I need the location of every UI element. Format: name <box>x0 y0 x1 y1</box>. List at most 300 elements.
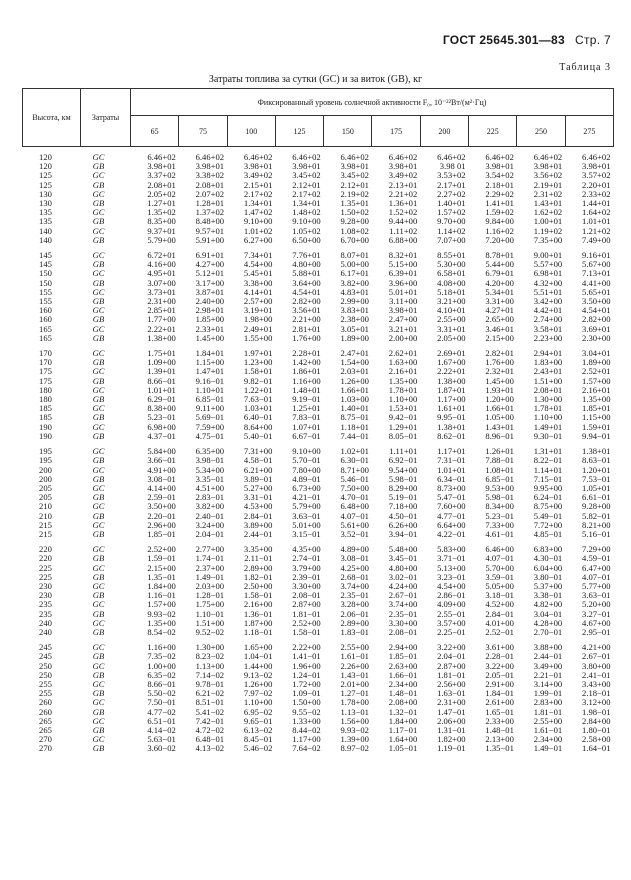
value-cell: 2.35−01 <box>388 608 418 619</box>
value-cell: 3.83+01 <box>340 305 369 316</box>
value-cell: 5.91+00 <box>195 234 225 245</box>
value-cell: 6.46+00 <box>485 544 514 555</box>
value-cell: 2.19+01 <box>533 179 563 190</box>
value-cell: 2.87+00 <box>437 660 466 671</box>
value-cell: 3.04−01 <box>533 608 563 619</box>
value-cell: 1.13−01 <box>340 706 369 717</box>
value-cell: 1.78+01 <box>388 384 418 395</box>
altitude-cell: 170 <box>39 348 52 359</box>
value-cell: 7.29+00 <box>582 544 611 555</box>
standard-code: ГОСТ 25645.301—83 <box>442 33 566 47</box>
value-cell: 2.25−01 <box>437 626 466 637</box>
altitude-cell: 200 <box>39 473 52 484</box>
value-cell: 9.52−02 <box>195 626 225 637</box>
value-cell: 2.37+00 <box>195 562 225 573</box>
value-cell: 1.26+00 <box>340 375 369 386</box>
cost-type-cell: GC <box>92 734 105 745</box>
value-cell: 2.34+00 <box>388 678 418 689</box>
value-cell: 2.35−01 <box>340 590 369 601</box>
cost-type-cell: GB <box>92 179 105 190</box>
table-row <box>23 334 614 343</box>
value-cell: 3.52−01 <box>340 528 369 539</box>
value-cell: 4.59−01 <box>582 553 611 564</box>
cost-type-cell: GC <box>92 660 105 671</box>
value-cell: 3.71−01 <box>437 553 466 564</box>
value-cell: 5.79+00 <box>292 501 321 512</box>
cost-type-cell: GB <box>92 234 105 245</box>
value-cell: 1.59−01 <box>147 553 176 564</box>
value-cell: 1.85+01 <box>582 403 611 414</box>
value-cell: 2.12+01 <box>292 179 321 190</box>
value-cell: 5.34+01 <box>485 286 514 297</box>
value-cell: 3.08−01 <box>340 553 369 564</box>
value-cell: 6.46+02 <box>195 152 225 162</box>
value-cell: 1.84+00 <box>388 715 418 726</box>
value-cell: 5.65+01 <box>582 286 611 297</box>
cost-type-cell: GC <box>92 268 105 279</box>
value-cell: 2.84−01 <box>243 510 273 521</box>
value-cell: 3.31+00 <box>485 296 514 307</box>
value-cell: 3.50+00 <box>582 296 611 307</box>
cost-type-cell: GB <box>92 669 105 680</box>
value-cell: 1.20+00 <box>485 394 514 405</box>
altitude-cell: 145 <box>39 259 52 270</box>
value-cell: 5.70−01 <box>292 455 321 466</box>
value-cell: 2.41−01 <box>582 669 611 680</box>
value-cell: 5.16−01 <box>582 528 611 539</box>
value-cell: 2.20+01 <box>582 179 611 190</box>
value-cell: 2.06−01 <box>340 608 369 619</box>
value-cell: 2.15+00 <box>147 562 176 573</box>
value-cell: 2.67−01 <box>582 651 611 662</box>
value-cell: 3.98 01 <box>439 161 466 172</box>
value-cell: 1.14+02 <box>437 225 466 236</box>
value-cell: 9.78−01 <box>195 678 225 689</box>
value-cell: 3.45+02 <box>340 170 369 181</box>
value-cell: 2.43+01 <box>533 366 563 377</box>
value-cell: 1.24−01 <box>292 669 321 680</box>
value-cell: 6.24−01 <box>533 492 563 503</box>
value-cell: 8.45−01 <box>243 734 273 745</box>
value-cell: 6.21+00 <box>243 464 273 475</box>
value-cell: 4.89+00 <box>340 544 369 555</box>
altitude-cell: 165 <box>39 332 52 343</box>
altitude-cell: 250 <box>39 669 52 680</box>
value-cell: 6.88+00 <box>388 234 418 245</box>
value-cell: 4.89−01 <box>292 473 321 484</box>
altitude-cell: 220 <box>39 553 52 564</box>
value-cell: 5.88+01 <box>292 268 321 279</box>
value-cell: 1.38+00 <box>437 375 466 386</box>
altitude-cell: 230 <box>39 580 52 591</box>
cost-type-cell: GB <box>92 724 105 735</box>
value-cell: 4.27+00 <box>195 259 225 270</box>
value-cell: 1.23+00 <box>243 357 273 368</box>
value-cell: 1.64−01 <box>582 743 611 754</box>
value-cell: 1.74−01 <box>195 553 225 564</box>
value-cell: 1.09+00 <box>147 357 176 368</box>
value-cell: 1.93+01 <box>485 384 514 395</box>
value-cell: 6.29−01 <box>147 394 176 405</box>
altitude-cell: 175 <box>39 366 52 377</box>
value-cell: 1.47−01 <box>437 706 466 717</box>
cost-type-cell: GB <box>92 706 105 717</box>
value-cell: 1.34+01 <box>292 198 321 209</box>
value-cell: 5.01+00 <box>292 519 321 530</box>
value-cell: 1.08+02 <box>340 225 369 236</box>
value-cell: 4.72−02 <box>195 724 225 735</box>
value-cell: 5.98−01 <box>388 473 418 484</box>
value-cell: 1.61−01 <box>533 724 563 735</box>
cost-type-cell: GC <box>92 519 105 530</box>
altitude-cell: 230 <box>39 590 52 601</box>
cost-type-cell: GC <box>92 562 105 573</box>
value-cell: 3.17+00 <box>195 277 225 288</box>
altitude-cell: 135 <box>39 216 52 227</box>
value-cell: 4.22−01 <box>437 528 466 539</box>
value-cell: 2.19+02 <box>340 188 369 199</box>
value-cell: 5.41−02 <box>195 706 225 717</box>
value-cell: 3.14+00 <box>533 678 563 689</box>
value-cell: 2.23+00 <box>533 332 563 343</box>
value-cell: 7.07+00 <box>437 234 466 245</box>
value-cell: 5.19−01 <box>388 492 418 503</box>
value-cell: 7.63−01 <box>243 394 273 405</box>
value-cell: 2.18+01 <box>485 179 514 190</box>
value-cell: 4.41+00 <box>582 277 611 288</box>
cost-type-cell: GC <box>92 715 105 726</box>
value-cell: 1.00+00 <box>147 660 176 671</box>
value-cell: 3.24+00 <box>195 519 225 530</box>
value-cell: 2.12+01 <box>340 179 369 190</box>
value-cell: 9.37+01 <box>147 225 176 236</box>
value-cell: 2.82+01 <box>485 348 514 359</box>
table-row <box>23 628 614 637</box>
value-cell: 9.95−01 <box>437 412 466 423</box>
value-cell: 6.35−02 <box>147 669 176 680</box>
value-cell: 6.51−01 <box>147 715 176 726</box>
value-cell: 6.48+00 <box>340 501 369 512</box>
page-header <box>443 33 611 47</box>
value-cell: 2.01+00 <box>340 678 369 689</box>
value-cell: 1.48+01 <box>292 384 321 395</box>
altitude-cell: 150 <box>39 277 52 288</box>
value-cell: 1.17+00 <box>437 394 466 405</box>
value-cell: 2.69+01 <box>437 348 466 359</box>
cost-type-cell: GB <box>92 277 105 288</box>
value-cell: 1.45+00 <box>485 375 514 386</box>
value-cell: 2.56+00 <box>437 678 466 689</box>
value-cell: 5.67+00 <box>582 259 611 270</box>
value-cell: 2.82+00 <box>292 296 321 307</box>
value-cell: 2.30+00 <box>582 332 611 343</box>
value-cell: 3.42+00 <box>533 296 563 307</box>
altitude-cell: 270 <box>39 743 52 754</box>
value-cell: 1.87+00 <box>243 617 273 628</box>
value-cell: 6.67−01 <box>292 430 321 441</box>
value-cell: 3.63−01 <box>582 590 611 601</box>
cost-type-cell: GB <box>92 590 105 601</box>
altitude-cell: 260 <box>39 706 52 717</box>
value-cell: 4.10+01 <box>437 305 466 316</box>
value-cell: 4.32+00 <box>533 277 563 288</box>
value-cell: 8.22−01 <box>533 455 563 466</box>
fuel-cost-table <box>22 88 614 754</box>
value-cell: 4.14+00 <box>147 482 176 493</box>
value-cell: 2.18−01 <box>582 688 611 699</box>
value-cell: 1.01+01 <box>147 384 176 395</box>
value-cell: 1.21+02 <box>582 225 611 236</box>
cost-type-cell: GC <box>92 305 105 316</box>
value-cell: 2.28+01 <box>292 348 321 359</box>
value-cell: 6.35+00 <box>195 446 225 457</box>
altitude-cell: 125 <box>39 170 52 181</box>
value-cell: 4.08+00 <box>437 277 466 288</box>
altitude-cell: 250 <box>39 660 52 671</box>
value-cell: 7.49+00 <box>582 234 611 245</box>
value-cell: 2.63+00 <box>388 660 418 671</box>
value-cell: 4.54+01 <box>292 286 321 297</box>
value-cell: 5.70+00 <box>485 562 514 573</box>
value-cell: 6.70+00 <box>340 234 369 245</box>
value-cell: 4.14−02 <box>147 724 176 735</box>
cost-type-cell: GB <box>92 473 105 484</box>
value-cell: 1.38+01 <box>582 446 611 457</box>
value-cell: 9.28+00 <box>340 216 369 227</box>
cost-type-cell: GC <box>92 286 105 297</box>
value-cell: 3.04+01 <box>582 348 611 359</box>
value-cell: 9.57+01 <box>195 225 225 236</box>
value-cell: 1.10+00 <box>388 394 418 405</box>
altitude-cell: 225 <box>39 562 52 573</box>
value-cell: 3.08−01 <box>147 473 176 484</box>
cost-type-cell: GB <box>92 375 105 386</box>
value-cell: 1.37+02 <box>195 207 225 218</box>
value-cell: 1.20+01 <box>582 464 611 475</box>
value-cell: 3.96+00 <box>388 277 418 288</box>
value-cell: 1.52+02 <box>388 207 418 218</box>
value-cell: 6.92−01 <box>388 455 418 466</box>
value-cell: 2.21+02 <box>388 188 418 199</box>
cost-type-cell: GC <box>92 544 105 555</box>
value-cell: 1.64+02 <box>582 207 611 218</box>
value-cell: 6.17+01 <box>340 268 369 279</box>
value-cell: 5.57+00 <box>533 259 563 270</box>
value-cell: 3.21+00 <box>437 296 466 307</box>
value-cell: 4.91+00 <box>147 464 176 475</box>
value-cell: 1.84−01 <box>485 688 514 699</box>
cost-type-cell: GC <box>92 482 105 493</box>
cost-type-cell: GC <box>92 642 105 653</box>
value-cell: 1.85+00 <box>195 314 225 325</box>
cost-type-cell: GC <box>92 188 105 199</box>
altitude-cell: 155 <box>39 286 52 297</box>
value-cell: 2.34+00 <box>533 734 563 745</box>
value-cell: 1.28+01 <box>195 198 225 209</box>
value-cell: 1.31−01 <box>437 724 466 735</box>
value-cell: 7.13+01 <box>582 268 611 279</box>
value-cell: 3.98+01 <box>195 161 225 172</box>
value-cell: 2.55+00 <box>340 642 369 653</box>
value-cell: 1.38+00 <box>147 332 176 343</box>
value-cell: 3.63−01 <box>292 510 321 521</box>
value-cell: 2.20−01 <box>147 510 176 521</box>
altitude-cell: 270 <box>39 734 52 745</box>
value-cell: 6.13−02 <box>243 724 273 735</box>
value-cell: 8.62−01 <box>437 430 466 441</box>
value-cell: 1.47+02 <box>243 207 273 218</box>
value-cell: 2.94+00 <box>388 642 418 653</box>
value-cell: 7.14−02 <box>195 669 225 680</box>
value-cell: 5.77+00 <box>582 580 611 591</box>
value-cell: 1.28−01 <box>195 590 225 601</box>
value-cell: 2.99+00 <box>340 296 369 307</box>
value-cell: 1.56+00 <box>340 715 369 726</box>
value-cell: 3.98+01 <box>388 161 418 172</box>
value-cell: 1.85−01 <box>388 651 418 662</box>
value-cell: 1.27−01 <box>340 688 369 699</box>
value-cell: 2.00+00 <box>388 332 418 343</box>
value-cell: 2.86−01 <box>437 590 466 601</box>
value-cell: 5.63−01 <box>147 734 176 745</box>
value-cell: 2.32+01 <box>485 366 514 377</box>
value-cell: 1.13+00 <box>195 660 225 671</box>
value-cell: 2.08+01 <box>147 179 176 190</box>
value-cell: 1.18−01 <box>243 626 273 637</box>
value-cell: 6.26+00 <box>388 519 418 530</box>
value-cell: 7.72+00 <box>533 519 563 530</box>
value-cell: 1.40+01 <box>340 403 369 414</box>
value-cell: 3.82+00 <box>195 501 225 512</box>
value-cell: 3.54+02 <box>485 170 514 181</box>
value-cell: 2.85+01 <box>147 305 176 316</box>
value-cell: 7.53−01 <box>582 473 611 484</box>
value-cell: 3.30+00 <box>292 580 321 591</box>
value-cell: 2.82+00 <box>582 314 611 325</box>
value-cell: 1.76+00 <box>485 357 514 368</box>
value-cell: 2.15+00 <box>485 332 514 343</box>
value-cell: 2.94+01 <box>533 348 563 359</box>
value-cell: 2.21−01 <box>533 669 563 680</box>
value-cell: 3.35+00 <box>243 544 273 555</box>
value-cell: 1.48+02 <box>292 207 321 218</box>
value-cell: 2.57+00 <box>243 296 273 307</box>
value-cell: 3.64+00 <box>292 277 321 288</box>
value-cell: 1.58−01 <box>292 626 321 637</box>
level-header: 225 <box>469 116 517 147</box>
value-cell: 1.42+00 <box>292 357 321 368</box>
value-cell: 9.00+01 <box>533 250 563 261</box>
value-cell: 2.22+00 <box>292 642 321 653</box>
value-cell: 1.85−01 <box>147 528 176 539</box>
value-cell: 1.31+01 <box>533 446 563 457</box>
value-cell: 1.62+02 <box>533 207 563 218</box>
value-cell: 6.85−01 <box>195 394 225 405</box>
value-cell: 3.89−01 <box>243 473 273 484</box>
value-cell: 1.27+01 <box>147 198 176 209</box>
value-cell: 8.64+00 <box>243 421 273 432</box>
cost-type-cell: GB <box>92 492 105 503</box>
value-cell: 4.09+00 <box>437 599 466 610</box>
value-cell: 2.16+01 <box>388 366 418 377</box>
value-cell: 2.52−01 <box>485 626 514 637</box>
value-cell: 7.31+00 <box>243 446 273 457</box>
value-cell: 9.82−01 <box>243 375 273 386</box>
value-cell: 3.27−01 <box>582 608 611 619</box>
value-cell: 1.15+00 <box>582 412 611 423</box>
altitude-cell: 220 <box>39 544 52 555</box>
value-cell: 4.13−02 <box>195 743 225 754</box>
value-cell: 3.74+00 <box>388 599 418 610</box>
value-cell: 9.16−01 <box>195 375 225 386</box>
cost-type-cell: GC <box>92 421 105 432</box>
value-cell: 5.69−01 <box>195 412 225 423</box>
value-cell: 4.21+00 <box>582 642 611 653</box>
value-cell: 2.61+00 <box>485 697 514 708</box>
value-cell: 3.87+01 <box>195 286 225 297</box>
altitude-cell: 265 <box>39 715 52 726</box>
value-cell: 9.53+00 <box>485 482 514 493</box>
value-cell: 2.40−01 <box>195 510 225 521</box>
value-cell: 2.31+00 <box>147 296 176 307</box>
value-cell: 2.58+00 <box>582 734 611 745</box>
value-cell: 2.50+00 <box>243 580 273 591</box>
value-cell: 9.84+00 <box>485 216 514 227</box>
value-cell: 4.01+00 <box>485 617 514 628</box>
altitude-cell: 160 <box>39 314 52 325</box>
value-cell: 1.89+00 <box>582 357 611 368</box>
value-cell: 9.44+00 <box>388 216 418 227</box>
value-cell: 3.28+00 <box>340 599 369 610</box>
value-cell: 3.98+01 <box>340 161 369 172</box>
value-cell: 1.44+00 <box>243 660 273 671</box>
value-cell: 5.46−02 <box>243 743 273 754</box>
value-cell: 5.51+01 <box>533 286 563 297</box>
value-cell: 5.79+00 <box>147 234 176 245</box>
value-cell: 4.52+00 <box>485 599 514 610</box>
value-cell: 5.40−01 <box>243 430 273 441</box>
value-cell: 4.54+00 <box>437 580 466 591</box>
cost-type-cell: GB <box>92 412 105 423</box>
value-cell: 2.31+00 <box>437 697 466 708</box>
value-cell: 7.50−01 <box>147 697 176 708</box>
value-cell: 5.37+00 <box>533 580 563 591</box>
value-cell: 1.41−01 <box>292 651 321 662</box>
cost-type-cell: GC <box>92 207 105 218</box>
value-cell: 1.61+01 <box>437 403 466 414</box>
value-cell: 1.98+00 <box>243 314 273 325</box>
value-cell: 9.95+00 <box>533 482 563 493</box>
page-number: Стр. 7 <box>575 33 611 47</box>
value-cell: 3.38−01 <box>533 590 563 601</box>
value-cell: 2.08−01 <box>388 626 418 637</box>
value-cell: 1.48−01 <box>485 724 514 735</box>
value-cell: 1.19−01 <box>437 743 466 754</box>
altitude-cell: 175 <box>39 375 52 386</box>
value-cell: 2.03+00 <box>195 580 225 591</box>
value-cell: 1.87+01 <box>437 384 466 395</box>
value-cell: 1.22+01 <box>243 384 273 395</box>
value-cell: 3.38+00 <box>243 277 273 288</box>
value-cell: 1.01+02 <box>243 225 273 236</box>
value-cell: 1.33+00 <box>292 715 321 726</box>
value-cell: 2.49+01 <box>243 323 273 334</box>
value-cell: 5.48+00 <box>388 544 418 555</box>
value-cell: 7.59+00 <box>195 421 225 432</box>
cost-type-cell: GC <box>92 225 105 236</box>
value-cell: 2.26+00 <box>340 660 369 671</box>
value-cell: 4.16+00 <box>147 259 176 270</box>
